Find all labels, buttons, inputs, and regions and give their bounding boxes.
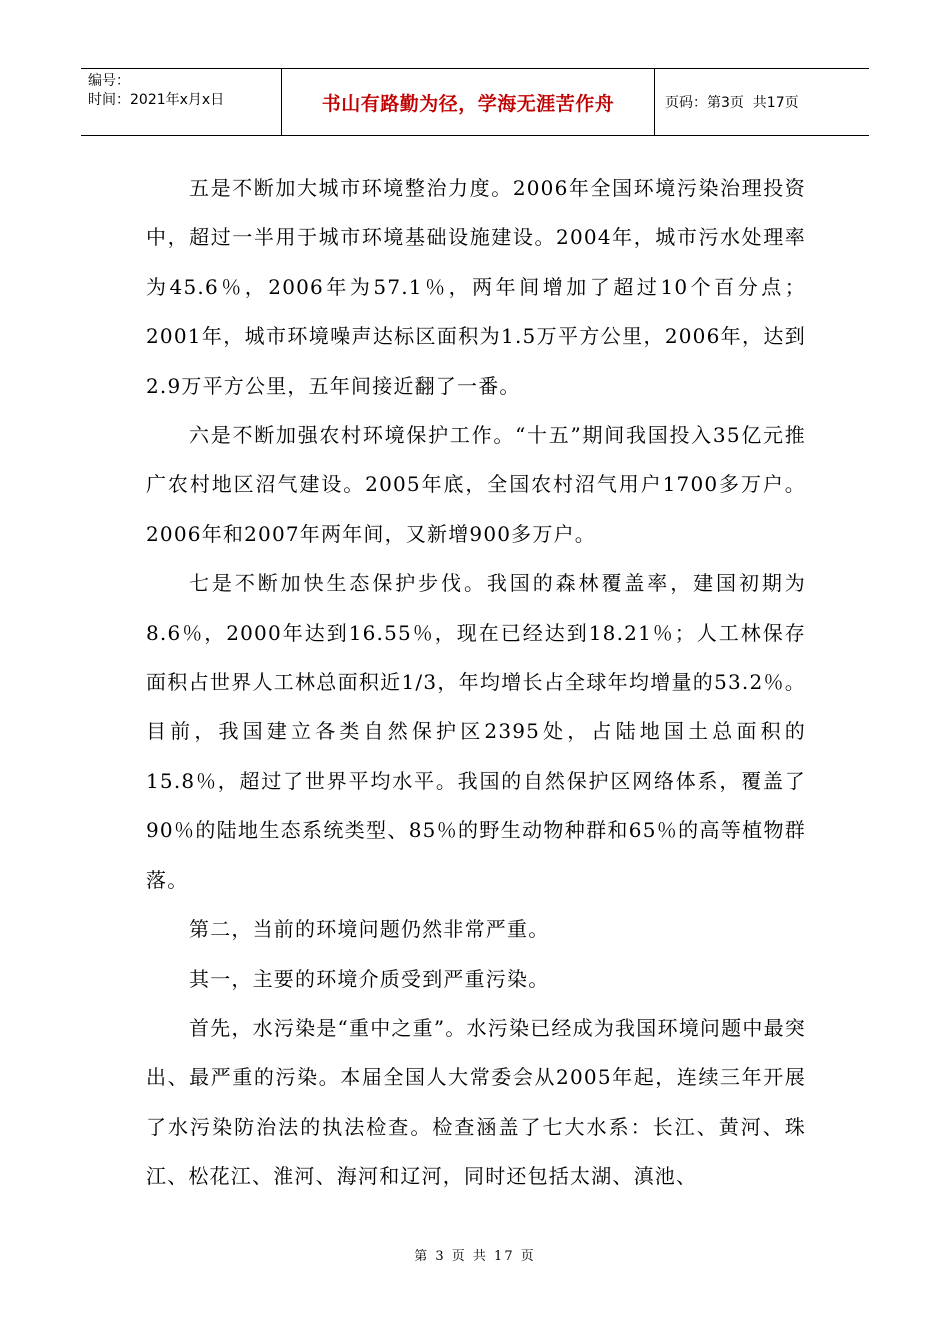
paragraph-ecological-protection: 七是不断加快生态保护步伐。我国的森林覆盖率，建国初期为8.6％，2000年达到16.55％，现在已经达到18.21％；人工林保存面积占世界人工林总面积近1/3，年均增长占全球年均增量的53.2％。目前，我国建立各类自然保护区2395处，占陆地国土总面积的15.8％，超过了世界平均水平。我国的自然保护区网络体系，覆盖了90％的陆地生态系统类型、85％的野生动物种群和65％的高等植物群落。: [146, 571, 806, 892]
document-time-label: 时间：2021年x月x日: [88, 92, 225, 108]
paragraph-urban-environment: 五是不断加大城市环境整治力度。2006年全国环境污染治理投资中，超过一半用于城市环境基础设施建设。2004年，城市污水处理率为45.6％，2006年为57.1％，两年间增加了超过10个百分点；2001年，城市环境噪声达标区面积为1.5万平方公里，2006年，达到2.9万平方公里，五年间接近翻了一番。: [146, 176, 806, 398]
paragraph-section-heading: 第二，当前的环境问题仍然非常严重。: [189, 917, 550, 942]
paragraph-rural-environment: 六是不断加强农村环境保护工作。“十五”期间我国投入35亿元推广农村地区沼气建设。2005年底，全国农村沼气用户1700多万户。2006年和2007年两年间，又新增900多万户。: [146, 423, 806, 546]
header-page-info: 页码：第3页 共17页: [665, 95, 799, 111]
header-meta: [81, 69, 282, 135]
document-body: [146, 164, 806, 1202]
document-number-label: 编号：: [88, 73, 130, 89]
page-header: [81, 68, 869, 136]
header-motto: 书山有路勤为径，学海无涯苦作舟: [282, 69, 655, 135]
paragraph-water-pollution: 首先，水污染是“重中之重”。水污染已经成为我国环境问题中最突出、最严重的污染。本届全国人大常委会从2005年起，连续三年开展了水污染防治法的执法检查。检查涵盖了七大水系：长江、黄河、珠江、松花江、淮河、海河和辽河，同时还包括太湖、滇池、: [146, 1015, 806, 1189]
page-footer: 第 3 页 共 17 页: [414, 1249, 536, 1264]
paragraph-subsection-heading: 其一，主要的环境介质受到严重污染。: [189, 966, 550, 991]
